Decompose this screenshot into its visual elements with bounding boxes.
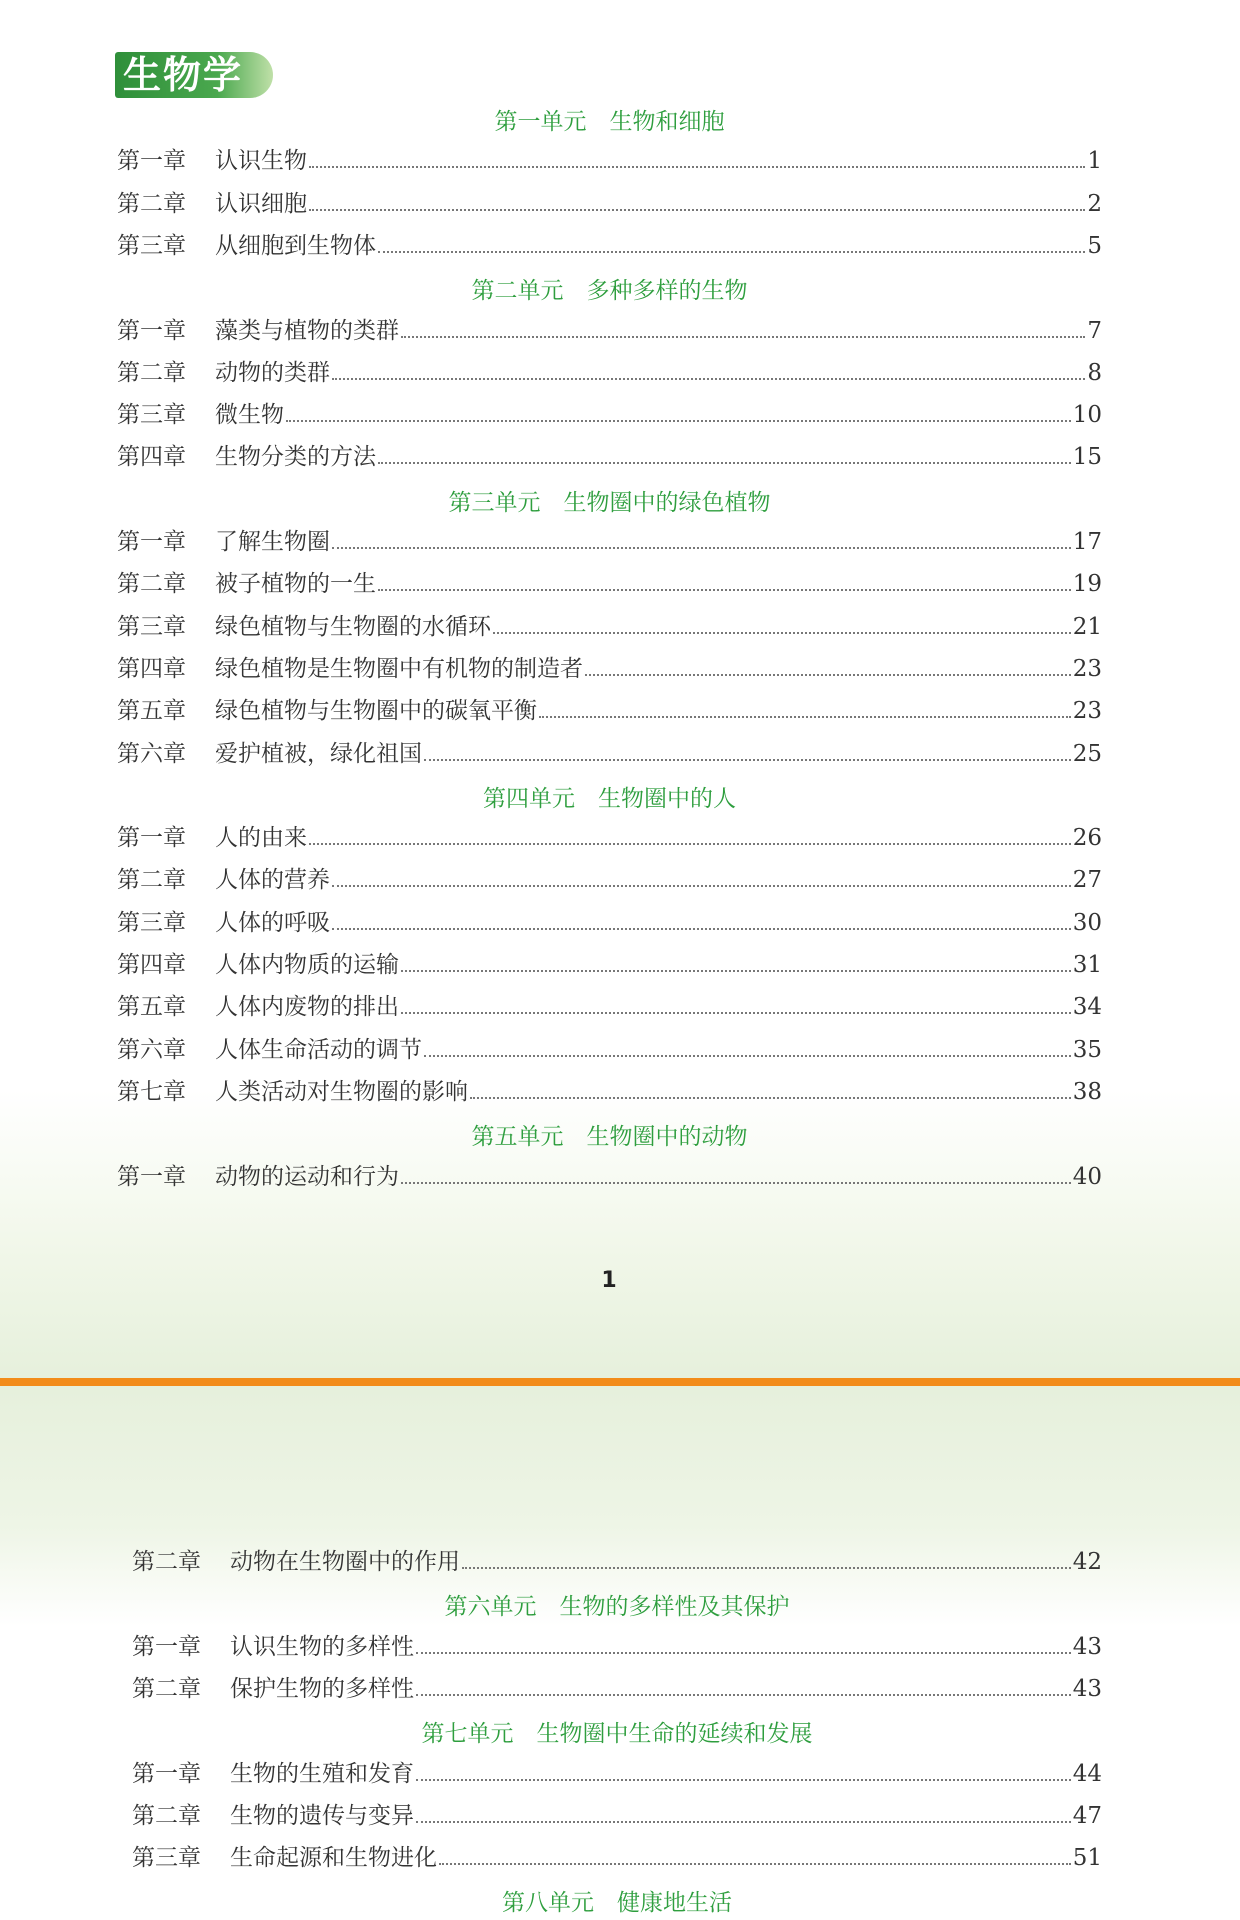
chapter-number: 第六章: [117, 1036, 186, 1063]
chapter-title: 动物在生物圈中的作用: [230, 1549, 460, 1575]
chapter-number: 第二章: [117, 867, 186, 894]
chapter-title: 人体内物质的运输: [215, 952, 399, 978]
toc-entry[interactable]: [117, 188, 1102, 220]
page-ref: 30: [1072, 909, 1102, 936]
chapter-number: 第二章: [132, 1675, 201, 1702]
dot-leader: [416, 1779, 1071, 1781]
page-ref: 15: [1072, 444, 1102, 471]
chapter-number: 第二章: [132, 1549, 201, 1575]
dot-leader: [416, 1652, 1071, 1654]
toc-entry[interactable]: [117, 568, 1102, 600]
dot-leader: [439, 1863, 1071, 1865]
dot-leader: [309, 209, 1085, 211]
page-ref: 8: [1087, 359, 1102, 386]
chapter-number: 第三章: [117, 613, 186, 640]
page-ref: 2: [1087, 190, 1102, 217]
page-number: 1: [601, 1268, 617, 1293]
page-ref: 21: [1072, 613, 1102, 640]
dot-leader: [309, 166, 1085, 168]
chapter-title: 人体生命活动的调节: [215, 1036, 422, 1063]
page-ref: 23: [1072, 698, 1102, 725]
page-ref: 38: [1072, 1078, 1102, 1105]
chapter-number: 第一章: [132, 1760, 201, 1787]
chapter-title: 微生物: [215, 402, 284, 429]
toc-entry[interactable]: [132, 1673, 1102, 1705]
page-ref: 42: [1072, 1549, 1102, 1575]
chapter-title: 人体的呼吸: [215, 909, 330, 936]
chapter-number: 第一章: [117, 148, 186, 175]
toc-entry[interactable]: [117, 949, 1102, 981]
dot-leader: [332, 928, 1071, 930]
page-ref: 1: [1087, 148, 1102, 175]
toc-entry[interactable]: [132, 1758, 1102, 1790]
chapter-title: 藻类与植物的类群: [215, 317, 399, 344]
toc-entry[interactable]: [117, 1034, 1102, 1066]
dot-leader: [585, 674, 1071, 676]
chapter-title: 绿色植物与生物圈中的碳氧平衡: [215, 698, 537, 725]
page-ref: 27: [1072, 867, 1102, 894]
dot-leader: [378, 589, 1071, 591]
chapter-title: 生物的遗传与变异: [230, 1802, 414, 1829]
dot-leader: [309, 843, 1071, 845]
page-ref: 44: [1072, 1760, 1102, 1787]
page-divider: [0, 1378, 1240, 1386]
chapter-title: 了解生物圈: [215, 529, 330, 555]
chapter-number: 第一章: [132, 1633, 201, 1660]
toc-entry[interactable]: [117, 738, 1102, 770]
toc-entry[interactable]: [117, 653, 1102, 685]
unit-heading: 第三单元 生物圈中的绿色植物: [448, 489, 771, 516]
toc-entry[interactable]: [117, 441, 1102, 473]
toc-entry[interactable]: [117, 357, 1102, 389]
page-ref: 17: [1072, 529, 1102, 555]
chapter-number: 第四章: [117, 444, 186, 471]
dot-leader: [416, 1821, 1071, 1823]
chapter-number: 第二章: [117, 359, 186, 386]
dot-leader: [401, 970, 1071, 972]
toc-entry[interactable]: [117, 611, 1102, 643]
chapter-title: 动物的类群: [215, 359, 330, 386]
dot-leader: [332, 547, 1071, 549]
chapter-number: 第一章: [117, 317, 186, 344]
toc-entry[interactable]: [117, 907, 1102, 939]
chapter-number: 第五章: [117, 994, 186, 1021]
toc-entry[interactable]: [132, 1631, 1102, 1663]
toc-entry[interactable]: [117, 1161, 1102, 1193]
chapter-number: 第三章: [117, 232, 186, 259]
chapter-title: 生物的生殖和发育: [230, 1760, 414, 1787]
toc-entry[interactable]: [117, 1076, 1102, 1108]
chapter-title: 绿色植物与生物圈的水循环: [215, 613, 491, 640]
dot-leader: [424, 759, 1071, 761]
page-ref: 47: [1072, 1802, 1102, 1829]
chapter-title: 保护生物的多样性: [230, 1675, 414, 1702]
chapter-number: 第四章: [117, 952, 186, 978]
toc-entry[interactable]: [117, 822, 1102, 854]
toc-page-2: [0, 1386, 1240, 1920]
chapter-number: 第一章: [117, 825, 186, 852]
unit-heading: 第七单元 生物圈中生命的延续和发展: [421, 1721, 813, 1748]
toc-entry[interactable]: [132, 1842, 1102, 1874]
chapter-title: 生命起源和生物进化: [230, 1845, 437, 1872]
page-ref: 35: [1072, 1036, 1102, 1063]
chapter-title: 人体的营养: [215, 867, 330, 894]
dot-leader: [416, 1694, 1071, 1696]
chapter-title: 人的由来: [215, 825, 307, 852]
chapter-title: 生物分类的方法: [215, 444, 376, 471]
chapter-number: 第七章: [117, 1078, 186, 1105]
page-ref: 26: [1072, 825, 1102, 852]
toc-entry[interactable]: [117, 399, 1102, 431]
chapter-number: 第一章: [117, 529, 186, 555]
chapter-title: 认识生物的多样性: [230, 1633, 414, 1660]
dot-leader: [401, 1012, 1071, 1014]
dot-leader: [378, 462, 1071, 464]
page-ref: 10: [1072, 402, 1102, 429]
page-ref: 5: [1087, 232, 1102, 259]
toc-entry[interactable]: [117, 864, 1102, 896]
toc-entry[interactable]: [117, 526, 1102, 558]
dot-leader: [462, 1567, 1071, 1569]
page-ref: 19: [1072, 571, 1102, 598]
page-ref: 23: [1072, 655, 1102, 682]
chapter-number: 第二章: [117, 571, 186, 598]
unit-heading: 第八单元 健康地生活: [502, 1890, 732, 1917]
chapter-title: 人体内废物的排出: [215, 994, 399, 1021]
dot-leader: [539, 716, 1071, 718]
unit-heading: 第五单元 生物圈中的动物: [471, 1124, 748, 1151]
chapter-number: 第三章: [132, 1845, 201, 1872]
chapter-title: 从细胞到生物体: [215, 232, 376, 259]
subject-badge: 生物学: [115, 52, 273, 98]
dot-leader: [424, 1055, 1071, 1057]
toc-entry[interactable]: [117, 991, 1102, 1023]
dot-leader: [470, 1097, 1071, 1099]
toc-entry[interactable]: [117, 315, 1102, 347]
dot-leader: [401, 1182, 1071, 1184]
dot-leader: [401, 336, 1085, 338]
dot-leader: [378, 251, 1085, 253]
chapter-number: 第一章: [117, 1163, 186, 1190]
dot-leader: [286, 420, 1071, 422]
chapter-number: 第六章: [117, 740, 186, 767]
unit-heading: 第六单元 生物的多样性及其保护: [444, 1594, 790, 1621]
chapter-title: 被子植物的一生: [215, 571, 376, 598]
page-ref: 31: [1072, 952, 1102, 978]
chapter-title: 爱护植被，绿化祖国: [215, 740, 422, 767]
page-ref: 40: [1072, 1163, 1102, 1190]
page-ref: 43: [1072, 1675, 1102, 1702]
toc-entry[interactable]: [132, 1800, 1102, 1832]
chapter-number: 第二章: [132, 1802, 201, 1829]
dot-leader: [332, 885, 1071, 887]
unit-heading: 第一单元 生物和细胞: [494, 109, 725, 135]
chapter-number: 第二章: [117, 190, 186, 217]
chapter-title: 动物的运动和行为: [215, 1163, 399, 1190]
toc-entry[interactable]: [117, 695, 1102, 727]
chapter-number: 第三章: [117, 402, 186, 429]
toc-entry[interactable]: [132, 1546, 1102, 1578]
page-ref: 43: [1072, 1633, 1102, 1660]
page-ref: 7: [1087, 317, 1102, 344]
dot-leader: [493, 632, 1071, 634]
chapter-number: 第四章: [117, 655, 186, 682]
toc-entry[interactable]: [117, 145, 1102, 177]
page-ref: 25: [1072, 740, 1102, 767]
chapter-number: 第三章: [117, 909, 186, 936]
chapter-title: 绿色植物是生物圈中有机物的制造者: [215, 655, 583, 682]
unit-heading: 第二单元 多种多样的生物: [471, 278, 748, 305]
page-ref: 34: [1072, 994, 1102, 1021]
chapter-title: 认识生物: [215, 148, 307, 175]
unit-heading: 第四单元 生物圈中的人: [483, 785, 736, 812]
chapter-number: 第五章: [117, 698, 186, 725]
chapter-title: 人类活动对生物圈的影响: [215, 1078, 468, 1105]
toc-entry[interactable]: [117, 230, 1102, 262]
chapter-title: 认识细胞: [215, 190, 307, 217]
dot-leader: [332, 378, 1085, 380]
page-ref: 51: [1072, 1845, 1102, 1872]
